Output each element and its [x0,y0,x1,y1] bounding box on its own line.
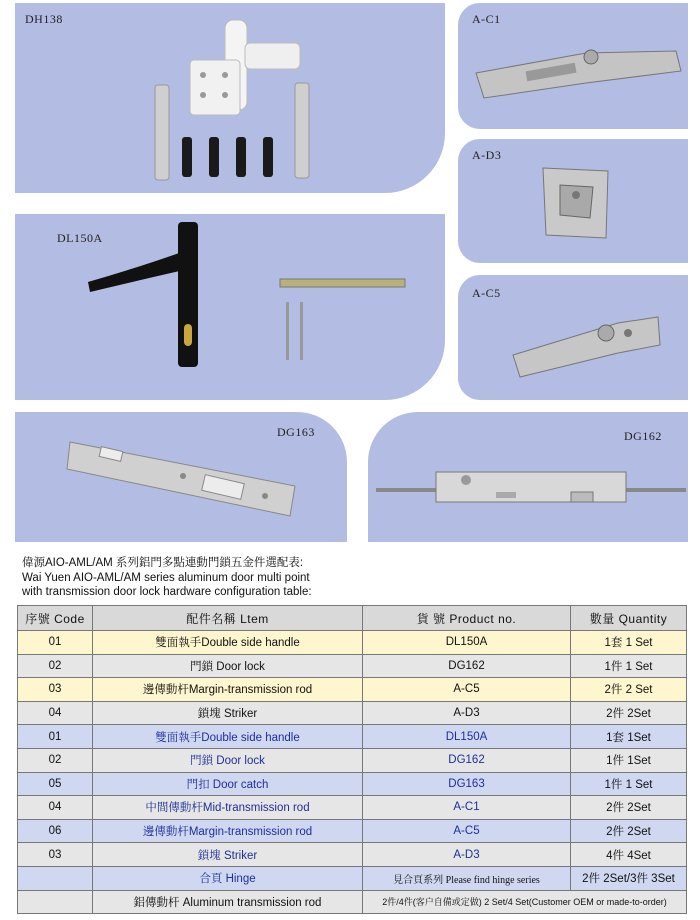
cell-code: 05 [18,772,93,796]
panel-ad3 [458,139,688,263]
header-name: 配件名稱 Ltem [93,606,363,631]
header-code: 序號 Code [18,606,93,631]
table-row [18,772,687,796]
label-dl150a: DL150A [57,231,103,245]
cell-name: 合頁 Hinge [93,866,363,890]
intro-line-chinese: 偉源AIO-AML/AM 系列鋁門多點連動門鎖五金件選配表: [22,557,304,569]
cell-quantity: 2件 2Set [571,701,687,725]
panel-dh138 [15,3,445,193]
cell-code: 03 [18,843,93,867]
cell-code: 04 [18,796,93,820]
cell-product: 見合頁系列 Please find hinge series [363,866,571,890]
cell-quantity: 1件 1 Set [571,654,687,678]
table-row [18,819,687,843]
cell-quantity: 1件 1Set [571,748,687,772]
cell-name: 門鎖 Door lock [93,748,363,772]
cell-code: 04 [18,701,93,725]
panel-ac1 [458,3,688,129]
cell-product: A-C5 [363,678,571,702]
cell-code: 02 [18,748,93,772]
cell-name: 門鎖 Door lock [93,654,363,678]
cell-product: DL150A [363,725,571,749]
panel-dg163 [15,412,347,542]
cell-code: 01 [18,725,93,749]
label-ac5: A-C5 [472,286,501,300]
table-row [18,866,687,890]
mid-transmission-rod-image [466,43,686,103]
cell-product: DG162 [363,654,571,678]
cell-code [18,866,93,890]
cell-quantity: 2件 2Set [571,796,687,820]
cell-code: 01 [18,631,93,655]
cell-name: 雙面執手Double side handle [93,631,363,655]
cell-name: 門扣 Door catch [93,772,363,796]
table-row [18,796,687,820]
cell-quantity: 1套 1Set [571,725,687,749]
configuration-table [17,605,687,914]
cell-product: A-D3 [363,701,571,725]
cell-product: 2件/4件(客户自備或定做) 2 Set/4 Set(Customer OEM or made-to-order) [363,890,687,914]
table-row [18,631,687,655]
panel-ac5 [458,275,688,400]
label-ac1: A-C1 [472,12,501,26]
table-row [18,678,687,702]
cell-quantity: 2件 2 Set [571,678,687,702]
handle-image [80,222,420,397]
table-row [18,701,687,725]
table-row [18,725,687,749]
panel-dg162 [368,412,688,542]
cell-code: 03 [18,678,93,702]
hinge-image [145,15,345,185]
table-header-row [18,606,687,631]
cell-name: 鎖塊 Striker [93,701,363,725]
panel-dl150a [15,214,445,400]
cell-product: DG162 [363,748,571,772]
table-row [18,654,687,678]
label-dg163: DG163 [277,425,315,439]
striker-image [538,163,618,243]
header-product: 貨 號 Product no. [363,606,571,631]
cell-name: 雙面執手Double side handle [93,725,363,749]
cell-name: 鋁傳動杆 Aluminum transmission rod [93,890,363,914]
cell-quantity: 4件 4Set [571,843,687,867]
label-ad3: A-D3 [472,148,502,162]
cell-name: 鎖塊 Striker [93,843,363,867]
intro-line-english-2: with transmission door lock hardware configuration table: [22,586,312,598]
table-row [18,843,687,867]
cell-name: 中間傳動杆Mid-transmission rod [93,796,363,820]
cell-product: A-D3 [363,843,571,867]
cell-product: A-C1 [363,796,571,820]
intro-text [22,556,312,600]
cell-name: 邊傳動杆Margin-transmission rod [93,819,363,843]
intro-line-english-1: Wai Yuen AIO-AML/AM series aluminum door multi point [22,571,310,584]
cell-name: 邊傳動杆Margin-transmission rod [93,678,363,702]
margin-transmission-rod-image [508,305,668,385]
cell-quantity: 1件 1 Set [571,772,687,796]
cell-product: DG163 [363,772,571,796]
cell-product: A-C5 [363,819,571,843]
cell-code: 06 [18,819,93,843]
header-quantity: 數量 Quantity [571,606,687,631]
table-row [18,890,687,914]
cell-quantity: 2件 2Set [571,819,687,843]
label-dh138: DH138 [25,12,63,26]
cell-quantity: 1套 1 Set [571,631,687,655]
cell-code: 02 [18,654,93,678]
door-lock-image [376,462,686,512]
cell-quantity: 2件 2Set/3件 3Set [571,866,687,890]
door-catch-image [65,434,305,524]
cell-product: DL150A [363,631,571,655]
table-row [18,748,687,772]
label-dg162: DG162 [624,429,662,443]
cell-code [18,890,93,914]
